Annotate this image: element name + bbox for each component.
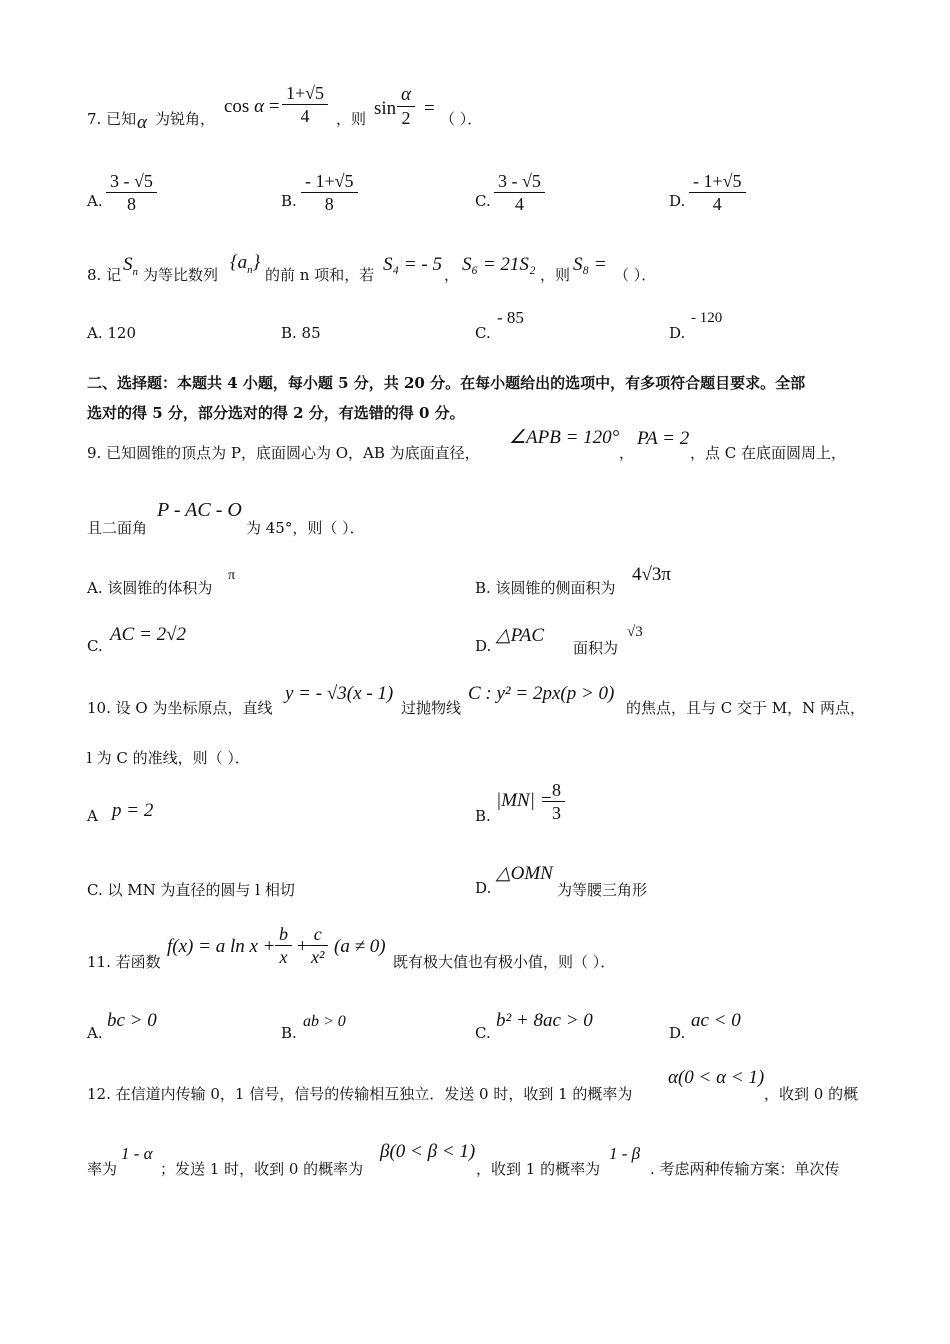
q8-sn: $S_n$ [123,254,138,278]
q8-s6: S₆ = 21S₂ [462,254,536,275]
q9-option-a-text: A. 该圆锥的体积为 [87,579,213,597]
q10-option-d-label: D. [475,879,492,897]
q11-plus: + [297,936,308,957]
q8-stem-c: 的前 n 项和，若 [265,266,375,284]
q9-comma: ， [619,444,635,462]
q12-one-minus-beta: 1 - β [609,1144,641,1163]
q10-option-a-label: A [87,807,98,825]
q8-stem-d: ，则 [540,266,571,284]
q9-option-d-val: △PAC [496,625,545,646]
q7-option-c-label: C. [475,192,491,210]
q10-line-eq: y = - √3(x - 1) [285,683,394,704]
q7-sin: sin [374,98,397,119]
q11-stem-a: 11. 若函数 [87,953,161,971]
q7-stem-c: ，则 [336,110,367,128]
q10-parabola: C : y² = 2px(p > 0) [468,683,615,704]
q12-stem-c: 率为 [87,1160,118,1178]
q8-option-b: B. 85 [281,324,321,342]
q7-stem-d: （ ）． [440,110,483,128]
q7-option-b-label: B. [281,192,297,210]
q9-option-d-text: 面积为 [573,639,619,657]
q8-s8: S₈ = [573,254,607,275]
q8-stem-b: 为等比数列 [143,266,219,284]
q10-option-b-fraction: $\frac{8}{3}$ [548,779,565,824]
q10-stem-c: 的焦点，且与 C 交于 M，N 两点， [626,699,866,717]
q11-frac-b-x: $\frac{b}{x}$ [275,923,292,968]
q9-option-d-label: D. [475,637,492,655]
q10-stem-d: l 为 C 的准线，则（ ）． [87,749,250,767]
q9-stem-a: 9. 已知圆锥的顶点为 P，底面圆心为 O，AB 为底面直径， [87,444,480,462]
q8-comma: ， [444,266,460,284]
q10-option-b-val: |MN| = [496,790,553,811]
q9-pa: PA = 2 [637,428,690,449]
q7-sin-fraction: $\frac{\alpha}{2}$ [397,84,415,129]
q9-option-a-val: π [228,568,236,583]
q11-option-b-val: ab > 0 [303,1013,346,1030]
q7-option-a: $\frac{3 - √5}{8}$ [106,170,157,215]
q10-option-d-val: △OMN [496,863,553,884]
q8-stem-e: （ ）． [614,266,657,284]
q12-stem-e: ，收到 1 的概率为 [476,1160,601,1178]
q9-option-d-val2: √3 [627,624,643,640]
q12-stem-f: . 考虑两种传输方案：单次传 [650,1160,840,1178]
q11-option-c-label: C. [475,1024,491,1042]
q8-option-d: - 120 [691,310,723,326]
q10-option-a-val: p = 2 [112,800,154,821]
q8-option-c: - 85 [497,308,524,327]
q7-option-a-label: A. [87,192,103,210]
q7-stem-b: 为锐角， [155,110,216,128]
q8-s4: S₄ = - 5 [383,254,443,275]
q7-option-d: $\frac{- 1+√5}{4}$ [689,170,746,215]
q7-option-d-label: D. [669,192,686,210]
q7-alpha: α [137,112,147,133]
q8-option-c-label: C. [475,324,491,342]
q7-option-b: $\frac{- 1+√5}{8}$ [301,170,358,215]
q7-stem-a: 7. 已知 [87,110,137,128]
q11-option-d-val: ac < 0 [691,1010,741,1031]
q9-stem-d: 为 45°，则（ ）． [246,519,365,537]
q9-angle: ∠APB = 120° [509,427,620,448]
q7-cos: cos α = [224,96,280,117]
q11-option-a-label: A. [87,1024,103,1042]
q10-option-c: C. 以 MN 为直径的圆与 l 相切 [87,881,295,899]
q7-option-c: $\frac{3 - √5}{4}$ [494,170,545,215]
q11-option-b-label: B. [281,1024,297,1042]
q10-option-b-label: B. [475,807,491,825]
q12-alpha-range: α(0 < α < 1) [668,1067,765,1088]
q11-option-a-val: bc > 0 [107,1010,157,1031]
q9-option-b-val: 4√3π [632,564,672,585]
q8-option-a: A. 120 [87,324,136,342]
q11-func-a: f(x) = a ln x + [167,936,276,957]
q10-stem-a: 10. 设 O 为坐标原点，直线 [87,699,273,717]
q11-stem-b: 既有极大值也有极小值，则（ ）． [393,953,616,971]
section-2-line-2: 选对的得 5 分，部分选对的得 2 分，有选错的得 0 分。 [87,404,465,422]
q10-option-d-text: 为等腰三角形 [557,881,648,899]
q7-cos-fraction: $\frac{1+√5}{4}$ [282,82,328,127]
q12-stem-b: ，收到 0 的概 [764,1085,859,1103]
q9-option-b-text: B. 该圆锥的侧面积为 [475,579,616,597]
q7-eq: = [424,98,435,119]
q11-frac-c-x2: $\frac{c}{\text{x²}}$ [307,923,328,968]
q9-option-c-label: C. [87,637,103,655]
q11-func-b: (a ≠ 0) [334,936,386,957]
section-2-line-1: 二、选择题：本题共 4 小题，每小题 5 分，共 20 分。在每小题给出的选项中，有多项符合题目要求。全部 [87,374,806,392]
q12-beta-range: β(0 < β < 1) [380,1141,476,1162]
q12-stem-d: ；发送 1 时，收到 0 的概率为 [160,1160,364,1178]
q11-option-d-label: D. [669,1024,686,1042]
q8-stem-a: 8. 记 [87,266,122,284]
q8-an: $\{a_n\}$ [230,252,261,276]
q8-option-d-label: D. [669,324,686,342]
q12-stem-a: 12. 在信道内传输 0，1 信号，信号的传输相互独立．发送 0 时，收到 1 的概率为 [87,1085,633,1103]
q9-stem-b: ，点 C 在底面圆周上， [690,444,847,462]
q9-stem-c: 且二面角 [87,519,148,537]
q9-option-c-val: AC = 2√2 [110,624,187,645]
q9-dihedral: P - AC - O [157,499,242,521]
q11-option-c-val: b² + 8ac > 0 [496,1010,593,1031]
q10-stem-b: 过抛物线 [401,699,462,717]
q12-one-minus-alpha: 1 - α [121,1144,153,1163]
